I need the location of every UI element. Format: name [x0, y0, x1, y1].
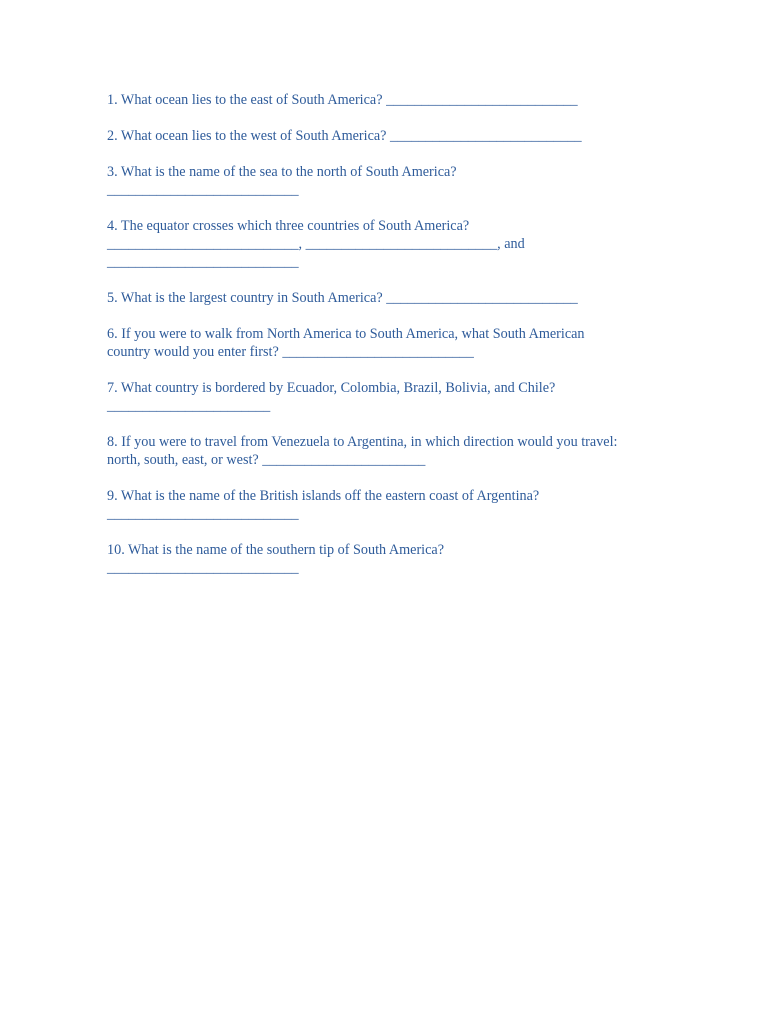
question-4: [107, 217, 667, 271]
answer-blank: ___________________________: [107, 506, 299, 522]
question-5: [107, 289, 667, 307]
question-line: 7. What country is bordered by Ecuador, Colombia, Brazil, Bolivia, and Chile?: [107, 380, 556, 396]
question-9: [107, 487, 667, 523]
question-1: [107, 91, 667, 109]
question-line: 9. What is the name of the British islands off the eastern coast of Argentina?: [107, 488, 540, 504]
question-line: 10. What is the name of the southern tip of South America?: [107, 542, 445, 558]
question-list: [107, 91, 667, 595]
question-line: 1. What ocean lies to the east of South America? ___________________________: [107, 92, 578, 108]
question-line: 4. The equator crosses which three countries of South America?: [107, 218, 470, 234]
question-line: 6. If you were to walk from North America to South America, what South American: [107, 326, 585, 342]
question-line: 8. If you were to travel from Venezuela to Argentina, in which direction would you travel:: [107, 434, 618, 450]
answer-blank: ___________________________: [107, 254, 299, 270]
question-line: 5. What is the largest country in South America? ___________________________: [107, 290, 578, 306]
question-7: [107, 379, 667, 415]
question-6: [107, 325, 667, 361]
answer-blank: _______________________: [107, 398, 271, 414]
question-line: 2. What ocean lies to the west of South America? ___________________________: [107, 128, 582, 144]
question-line: north, south, east, or west? _______________________: [107, 452, 426, 468]
answer-blank: ___________________________: [107, 182, 299, 198]
answer-blank: ___________________________: [107, 560, 299, 576]
question-8: [107, 433, 667, 469]
question-line: 3. What is the name of the sea to the north of South America?: [107, 164, 457, 180]
question-2: [107, 127, 667, 145]
answer-blank: ___________________________, ___________________________, and: [107, 236, 525, 252]
question-3: [107, 163, 667, 199]
question-10: [107, 541, 667, 577]
question-line: country would you enter first? ___________________________: [107, 344, 474, 360]
